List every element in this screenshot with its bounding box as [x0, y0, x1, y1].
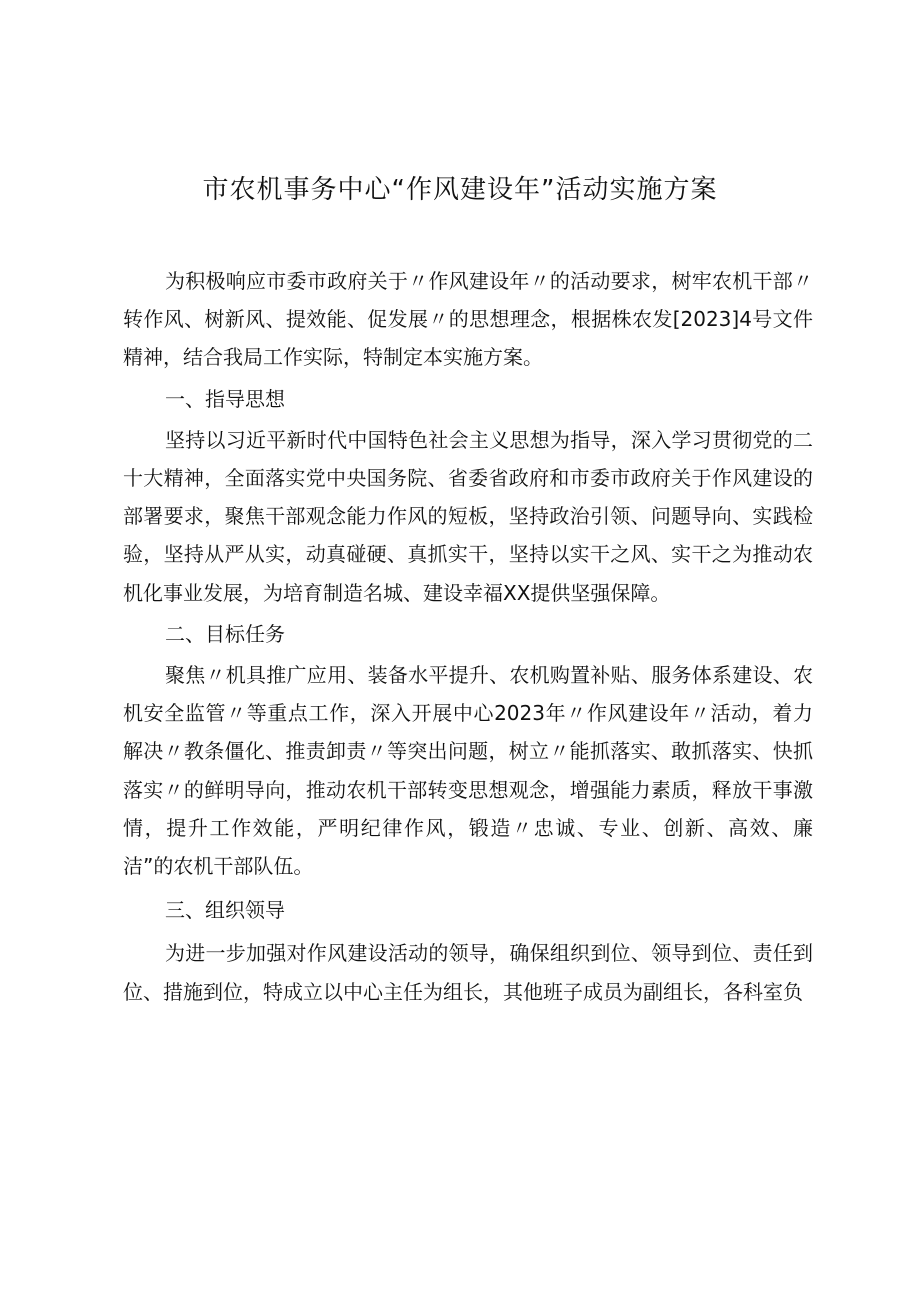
section-heading-organization-leadership: 三、组织领导: [165, 898, 285, 923]
goals-tasks-paragraph: 聚焦〃机具推广应用、装备水平提升、农机购置补贴、服务体系建设、农机安全监管〃等重点工作，深入开展中心2023年〃作风建设年〃活动，着力解决〃教条僵化、推责卸责〃等突出问题，树立〃能抓落实、敢抓落实、快抓落实〃的鲜明导向，推动农机干部转变思想观念，增强能力素质，释放干事激情，提升工作效能，严明纪律作风，锻造〃忠诚、专业、创新、高效、廉洁”的农机干部队伍。: [123, 663, 813, 879]
guiding-ideology-paragraph: 坚持以习近平新时代中国特色社会主义思想为指导，深入学习贯彻党的二十大精神，全面落实党中央国务院、省委省政府和市委市政府关于作风建设的部署要求，聚焦干部观念能力作风的短板，坚持政治引领、问题导向、实践检验，坚持从严从实，动真碰硬、真抓实干，坚持以实干之风、实干之为推动农机化事业发展，为培育制造名城、建设幸福XX提供坚强保障。: [123, 427, 813, 605]
document-body: [123, 262, 813, 1011]
section-heading-guiding-ideology: 一、指导思想: [165, 386, 285, 411]
intro-paragraph: 为积极响应市委市政府关于〃作风建设年〃的活动要求，树牢农机干部〃转作风、树新风、提效能、促发展〃的思想理念，根据株农发[2023]4号文件精神，结合我局工作实际，特制定本实施方案。: [123, 269, 813, 370]
document-title: 市农机事务中心“作风建设年”活动实施方案: [202, 175, 718, 205]
organization-leadership-paragraph: 为进一步加强对作风建设活动的领导，确保组织到位、领导到位、责任到位、措施到位，特成立以中心主任为组长，其他班子成员为副组长，各科室负: [123, 941, 813, 1004]
section-heading-goals-tasks: 二、目标任务: [165, 621, 285, 646]
